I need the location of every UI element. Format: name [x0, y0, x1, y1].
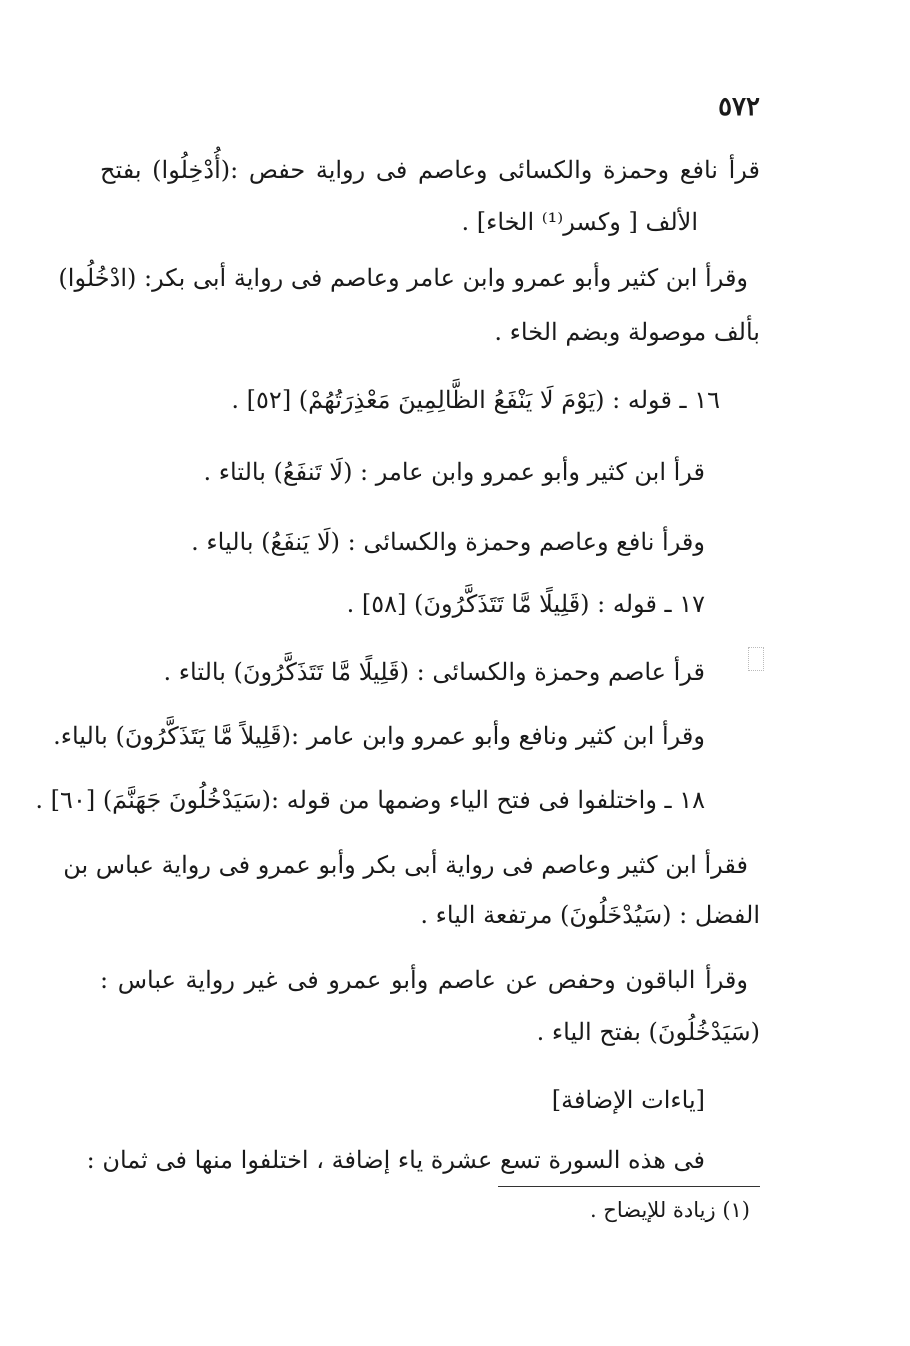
text-line: قرأ نافع وحمزة والكسائى وعاصم فى رواية حفص :(أُدْخِلُوا) بفتح [100, 156, 760, 184]
text-line: وقرأ ابن كثير ونافع وأبو عمرو وابن عامر :(قَلِيلاً مَّا يَتَذَكَّرُونَ) بالياء. [53, 722, 705, 750]
footnote: (١) زيادة للإيضاح . [589, 1198, 750, 1222]
text-line: فقرأ ابن كثير وعاصم فى رواية أبى بكر وأبو عمرو فى رواية عباس بن [63, 851, 748, 879]
text-line: بألف موصولة وبضم الخاء . [494, 318, 760, 346]
text-line: وقرأ الباقون وحفص عن عاصم وأبو عمرو فى غير رواية عباس : [100, 966, 748, 994]
margin-mark [748, 647, 764, 671]
section-heading: [ياءات الإضافة] [551, 1086, 705, 1114]
page-number: ٥٧٢ [718, 92, 760, 122]
verse-heading: ١٨ ـ واختلفوا فى فتح الياء وضمها من قوله :(سَيَدْخُلُونَ جَهَنَّمَ) [٦٠] . [35, 786, 705, 814]
text-line: الألف [ وكسر⁽¹⁾ الخاء] . [461, 208, 698, 236]
text-line: فى هذه السورة تسع عشرة ياء إضافة ، اختلفوا منها فى ثمان : [86, 1146, 705, 1174]
text-line: (سَيَدْخُلُونَ) بفتح الياء . [536, 1018, 760, 1046]
text-line: قرأ عاصم وحمزة والكسائى : (قَلِيلًا مَّا تَتَذَكَّرُونَ) بالتاء . [163, 658, 705, 686]
footnote-divider [498, 1186, 760, 1187]
verse-heading: ١٧ ـ قوله : (قَلِيلًا مَّا تَتَذَكَّرُونَ) [٥٨] . [346, 590, 705, 618]
text-line: وقرأ نافع وعاصم وحمزة والكسائى : (لَا يَنفَعُ) بالياء . [191, 528, 705, 556]
text-line: الفضل : (سَيُدْخَلُونَ) مرتفعة الياء . [420, 901, 760, 929]
text-line: قرأ ابن كثير وأبو عمرو وابن عامر : (لَا تَنفَعُ) بالتاء . [203, 458, 705, 486]
text-line: وقرأ ابن كثير وأبو عمرو وابن عامر وعاصم فى رواية أبى بكر: (ادْخُلُوا) [58, 264, 748, 292]
verse-heading: ١٦ ـ قوله : (يَوْمَ لَا يَنْفَعُ الظَّالِمِينَ مَعْذِرَتُهُمْ) [٥٢] . [231, 386, 720, 414]
